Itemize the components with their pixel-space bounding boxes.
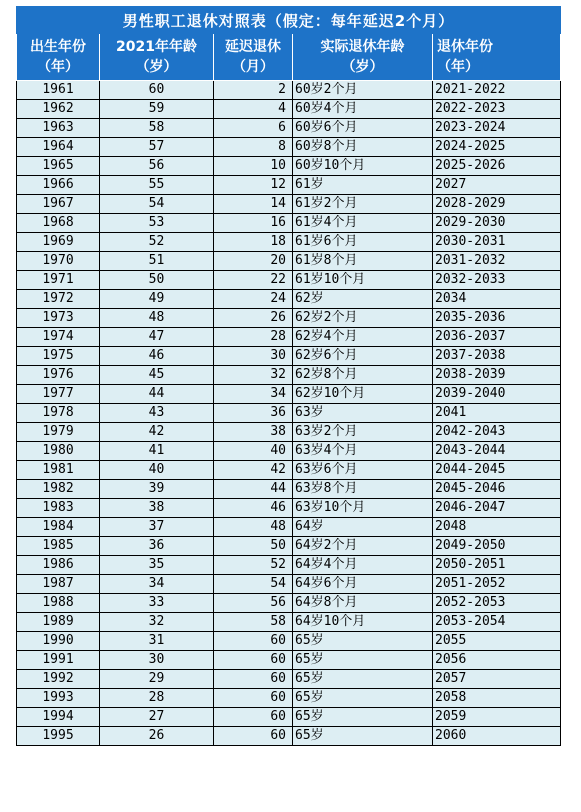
actual-retire-age-cell: 62岁2个月 xyxy=(293,309,433,328)
actual-retire-age-cell: 62岁10个月 xyxy=(293,385,433,404)
table-row xyxy=(17,480,561,499)
header-delay-months-line1: 延迟退休 xyxy=(225,39,281,55)
retire-year-cell: 2057 xyxy=(433,670,561,689)
birth-year-cell: 1980 xyxy=(17,442,100,461)
birth-year-cell: 1994 xyxy=(17,708,100,727)
retire-year-cell: 2053-2054 xyxy=(433,613,561,632)
age-2021-cell: 36 xyxy=(100,537,214,556)
birth-year-cell: 1965 xyxy=(17,157,100,176)
age-2021-cell: 58 xyxy=(100,119,214,138)
delay-months-cell: 40 xyxy=(214,442,293,461)
birth-year-cell: 1963 xyxy=(17,119,100,138)
retire-year-cell: 2060 xyxy=(433,727,561,746)
table-row xyxy=(17,366,561,385)
actual-retire-age-cell: 65岁 xyxy=(293,689,433,708)
actual-retire-age-cell: 62岁4个月 xyxy=(293,328,433,347)
table-row xyxy=(17,499,561,518)
age-2021-cell: 31 xyxy=(100,632,214,651)
birth-year-cell: 1987 xyxy=(17,575,100,594)
table-row xyxy=(17,385,561,404)
age-2021-cell: 45 xyxy=(100,366,214,385)
birth-year-cell: 1970 xyxy=(17,252,100,271)
table-row xyxy=(17,157,561,176)
retire-year-cell: 2022-2023 xyxy=(433,100,561,119)
actual-retire-age-cell: 60岁4个月 xyxy=(293,100,433,119)
header-age-2021-line2: （岁） xyxy=(135,59,178,75)
header-birth-year-line1: 出生年份 xyxy=(30,39,86,55)
retire-year-cell: 2050-2051 xyxy=(433,556,561,575)
table-row xyxy=(17,347,561,366)
birth-year-cell: 1968 xyxy=(17,214,100,233)
retire-year-cell: 2034 xyxy=(433,290,561,309)
birth-year-cell: 1962 xyxy=(17,100,100,119)
actual-retire-age-cell: 62岁6个月 xyxy=(293,347,433,366)
retire-year-cell: 2046-2047 xyxy=(433,499,561,518)
delay-months-cell: 54 xyxy=(214,575,293,594)
birth-year-cell: 1961 xyxy=(17,81,100,100)
retire-year-cell: 2023-2024 xyxy=(433,119,561,138)
retire-year-cell: 2049-2050 xyxy=(433,537,561,556)
retirement-table-sheet xyxy=(16,6,560,746)
birth-year-cell: 1990 xyxy=(17,632,100,651)
retire-year-cell: 2028-2029 xyxy=(433,195,561,214)
birth-year-cell: 1984 xyxy=(17,518,100,537)
age-2021-cell: 55 xyxy=(100,176,214,195)
delay-months-cell: 60 xyxy=(214,689,293,708)
birth-year-cell: 1978 xyxy=(17,404,100,423)
title-row xyxy=(17,7,561,34)
header-age-2021 xyxy=(100,34,214,81)
actual-retire-age-cell: 64岁 xyxy=(293,518,433,537)
delay-months-cell: 26 xyxy=(214,309,293,328)
delay-months-cell: 52 xyxy=(214,556,293,575)
actual-retire-age-cell: 61岁4个月 xyxy=(293,214,433,233)
header-delay-months-line2: （月） xyxy=(232,59,274,75)
table-row xyxy=(17,518,561,537)
age-2021-cell: 40 xyxy=(100,461,214,480)
table-row xyxy=(17,461,561,480)
actual-retire-age-cell: 64岁8个月 xyxy=(293,594,433,613)
age-2021-cell: 59 xyxy=(100,100,214,119)
table-row xyxy=(17,290,561,309)
delay-months-cell: 16 xyxy=(214,214,293,233)
age-2021-cell: 33 xyxy=(100,594,214,613)
age-2021-cell: 52 xyxy=(100,233,214,252)
actual-retire-age-cell: 63岁6个月 xyxy=(293,461,433,480)
actual-retire-age-cell: 65岁 xyxy=(293,727,433,746)
table-title: 男性职工退休对照表（假定：每年延迟2个月） xyxy=(17,7,561,34)
actual-retire-age-cell: 65岁 xyxy=(293,670,433,689)
table-row xyxy=(17,309,561,328)
retire-year-cell: 2031-2032 xyxy=(433,252,561,271)
age-2021-cell: 32 xyxy=(100,613,214,632)
table-row xyxy=(17,613,561,632)
actual-retire-age-cell: 60岁6个月 xyxy=(293,119,433,138)
actual-retire-age-cell: 61岁10个月 xyxy=(293,271,433,290)
delay-months-cell: 60 xyxy=(214,651,293,670)
header-actual-retire-age xyxy=(293,34,433,81)
delay-months-cell: 50 xyxy=(214,537,293,556)
age-2021-cell: 27 xyxy=(100,708,214,727)
retire-year-cell: 2030-2031 xyxy=(433,233,561,252)
table-row xyxy=(17,594,561,613)
header-delay-months xyxy=(214,34,293,81)
header-row xyxy=(17,34,561,81)
delay-months-cell: 56 xyxy=(214,594,293,613)
birth-year-cell: 1986 xyxy=(17,556,100,575)
delay-months-cell: 12 xyxy=(214,176,293,195)
actual-retire-age-cell: 60岁8个月 xyxy=(293,138,433,157)
delay-months-cell: 44 xyxy=(214,480,293,499)
age-2021-cell: 26 xyxy=(100,727,214,746)
header-retire-year-line1: 退休年份 xyxy=(437,39,493,55)
birth-year-cell: 1967 xyxy=(17,195,100,214)
actual-retire-age-cell: 64岁2个月 xyxy=(293,537,433,556)
delay-months-cell: 42 xyxy=(214,461,293,480)
delay-months-cell: 34 xyxy=(214,385,293,404)
birth-year-cell: 1991 xyxy=(17,651,100,670)
actual-retire-age-cell: 63岁2个月 xyxy=(293,423,433,442)
birth-year-cell: 1974 xyxy=(17,328,100,347)
delay-months-cell: 58 xyxy=(214,613,293,632)
age-2021-cell: 56 xyxy=(100,157,214,176)
table-row xyxy=(17,632,561,651)
retirement-table xyxy=(16,6,561,746)
age-2021-cell: 34 xyxy=(100,575,214,594)
table-row xyxy=(17,214,561,233)
retire-year-cell: 2052-2053 xyxy=(433,594,561,613)
actual-retire-age-cell: 65岁 xyxy=(293,708,433,727)
birth-year-cell: 1995 xyxy=(17,727,100,746)
actual-retire-age-cell: 63岁10个月 xyxy=(293,499,433,518)
actual-retire-age-cell: 60岁10个月 xyxy=(293,157,433,176)
birth-year-cell: 1992 xyxy=(17,670,100,689)
delay-months-cell: 60 xyxy=(214,727,293,746)
retire-year-cell: 2038-2039 xyxy=(433,366,561,385)
delay-months-cell: 46 xyxy=(214,499,293,518)
delay-months-cell: 20 xyxy=(214,252,293,271)
age-2021-cell: 53 xyxy=(100,214,214,233)
age-2021-cell: 54 xyxy=(100,195,214,214)
birth-year-cell: 1975 xyxy=(17,347,100,366)
birth-year-cell: 1988 xyxy=(17,594,100,613)
delay-months-cell: 32 xyxy=(214,366,293,385)
delay-months-cell: 30 xyxy=(214,347,293,366)
retire-year-cell: 2024-2025 xyxy=(433,138,561,157)
birth-year-cell: 1979 xyxy=(17,423,100,442)
birth-year-cell: 1969 xyxy=(17,233,100,252)
birth-year-cell: 1971 xyxy=(17,271,100,290)
retire-year-cell: 2056 xyxy=(433,651,561,670)
actual-retire-age-cell: 60岁2个月 xyxy=(293,81,433,100)
age-2021-cell: 44 xyxy=(100,385,214,404)
age-2021-cell: 60 xyxy=(100,81,214,100)
birth-year-cell: 1977 xyxy=(17,385,100,404)
delay-months-cell: 14 xyxy=(214,195,293,214)
delay-months-cell: 60 xyxy=(214,670,293,689)
delay-months-cell: 10 xyxy=(214,157,293,176)
age-2021-cell: 46 xyxy=(100,347,214,366)
birth-year-cell: 1993 xyxy=(17,689,100,708)
table-row xyxy=(17,176,561,195)
delay-months-cell: 28 xyxy=(214,328,293,347)
delay-months-cell: 36 xyxy=(214,404,293,423)
birth-year-cell: 1972 xyxy=(17,290,100,309)
actual-retire-age-cell: 63岁8个月 xyxy=(293,480,433,499)
delay-months-cell: 4 xyxy=(214,100,293,119)
birth-year-cell: 1989 xyxy=(17,613,100,632)
age-2021-cell: 38 xyxy=(100,499,214,518)
table-row xyxy=(17,233,561,252)
retire-year-cell: 2036-2037 xyxy=(433,328,561,347)
age-2021-cell: 42 xyxy=(100,423,214,442)
table-row xyxy=(17,556,561,575)
delay-months-cell: 24 xyxy=(214,290,293,309)
age-2021-cell: 39 xyxy=(100,480,214,499)
age-2021-cell: 41 xyxy=(100,442,214,461)
table-row xyxy=(17,423,561,442)
actual-retire-age-cell: 61岁6个月 xyxy=(293,233,433,252)
age-2021-cell: 37 xyxy=(100,518,214,537)
age-2021-cell: 48 xyxy=(100,309,214,328)
table-row xyxy=(17,404,561,423)
retire-year-cell: 2044-2045 xyxy=(433,461,561,480)
table-row xyxy=(17,252,561,271)
actual-retire-age-cell: 63岁4个月 xyxy=(293,442,433,461)
retire-year-cell: 2025-2026 xyxy=(433,157,561,176)
retire-year-cell: 2037-2038 xyxy=(433,347,561,366)
retire-year-cell: 2059 xyxy=(433,708,561,727)
retire-year-cell: 2039-2040 xyxy=(433,385,561,404)
actual-retire-age-cell: 61岁2个月 xyxy=(293,195,433,214)
actual-retire-age-cell: 62岁8个月 xyxy=(293,366,433,385)
retire-year-cell: 2045-2046 xyxy=(433,480,561,499)
delay-months-cell: 22 xyxy=(214,271,293,290)
header-birth-year-line2: （年） xyxy=(37,59,79,75)
actual-retire-age-cell: 61岁 xyxy=(293,176,433,195)
table-row xyxy=(17,100,561,119)
delay-months-cell: 60 xyxy=(214,632,293,651)
actual-retire-age-cell: 62岁 xyxy=(293,290,433,309)
table-row xyxy=(17,328,561,347)
actual-retire-age-cell: 65岁 xyxy=(293,651,433,670)
retire-year-cell: 2029-2030 xyxy=(433,214,561,233)
retire-year-cell: 2048 xyxy=(433,518,561,537)
birth-year-cell: 1964 xyxy=(17,138,100,157)
table-row xyxy=(17,670,561,689)
birth-year-cell: 1973 xyxy=(17,309,100,328)
actual-retire-age-cell: 63岁 xyxy=(293,404,433,423)
table-row xyxy=(17,81,561,100)
age-2021-cell: 57 xyxy=(100,138,214,157)
header-birth-year xyxy=(17,34,100,81)
header-retire-year xyxy=(433,34,561,81)
table-row xyxy=(17,575,561,594)
age-2021-cell: 49 xyxy=(100,290,214,309)
birth-year-cell: 1981 xyxy=(17,461,100,480)
actual-retire-age-cell: 64岁4个月 xyxy=(293,556,433,575)
table-row xyxy=(17,119,561,138)
birth-year-cell: 1982 xyxy=(17,480,100,499)
retire-year-cell: 2042-2043 xyxy=(433,423,561,442)
birth-year-cell: 1983 xyxy=(17,499,100,518)
age-2021-cell: 35 xyxy=(100,556,214,575)
table-row xyxy=(17,271,561,290)
age-2021-cell: 30 xyxy=(100,651,214,670)
delay-months-cell: 6 xyxy=(214,119,293,138)
delay-months-cell: 48 xyxy=(214,518,293,537)
table-row xyxy=(17,708,561,727)
delay-months-cell: 8 xyxy=(214,138,293,157)
age-2021-cell: 51 xyxy=(100,252,214,271)
header-actual-retire-age-line2: （岁） xyxy=(341,59,384,75)
retire-year-cell: 2032-2033 xyxy=(433,271,561,290)
header-actual-retire-age-line1: 实际退休年龄 xyxy=(320,39,405,55)
delay-months-cell: 2 xyxy=(214,81,293,100)
birth-year-cell: 1976 xyxy=(17,366,100,385)
table-row xyxy=(17,651,561,670)
delay-months-cell: 38 xyxy=(214,423,293,442)
retire-year-cell: 2035-2036 xyxy=(433,309,561,328)
age-2021-cell: 29 xyxy=(100,670,214,689)
table-body xyxy=(17,81,561,746)
retire-year-cell: 2051-2052 xyxy=(433,575,561,594)
delay-months-cell: 18 xyxy=(214,233,293,252)
retire-year-cell: 2021-2022 xyxy=(433,81,561,100)
age-2021-cell: 28 xyxy=(100,689,214,708)
actual-retire-age-cell: 64岁6个月 xyxy=(293,575,433,594)
actual-retire-age-cell: 64岁10个月 xyxy=(293,613,433,632)
retire-year-cell: 2041 xyxy=(433,404,561,423)
retire-year-cell: 2043-2044 xyxy=(433,442,561,461)
table-row xyxy=(17,138,561,157)
age-2021-cell: 50 xyxy=(100,271,214,290)
birth-year-cell: 1966 xyxy=(17,176,100,195)
table-row xyxy=(17,727,561,746)
birth-year-cell: 1985 xyxy=(17,537,100,556)
delay-months-cell: 60 xyxy=(214,708,293,727)
retire-year-cell: 2058 xyxy=(433,689,561,708)
table-row xyxy=(17,195,561,214)
table-row xyxy=(17,537,561,556)
retire-year-cell: 2027 xyxy=(433,176,561,195)
header-retire-year-line2: （年） xyxy=(437,59,479,75)
age-2021-cell: 47 xyxy=(100,328,214,347)
header-age-2021-line1: 2021年年龄 xyxy=(116,39,197,55)
table-row xyxy=(17,442,561,461)
age-2021-cell: 43 xyxy=(100,404,214,423)
retire-year-cell: 2055 xyxy=(433,632,561,651)
actual-retire-age-cell: 65岁 xyxy=(293,632,433,651)
table-row xyxy=(17,689,561,708)
actual-retire-age-cell: 61岁8个月 xyxy=(293,252,433,271)
